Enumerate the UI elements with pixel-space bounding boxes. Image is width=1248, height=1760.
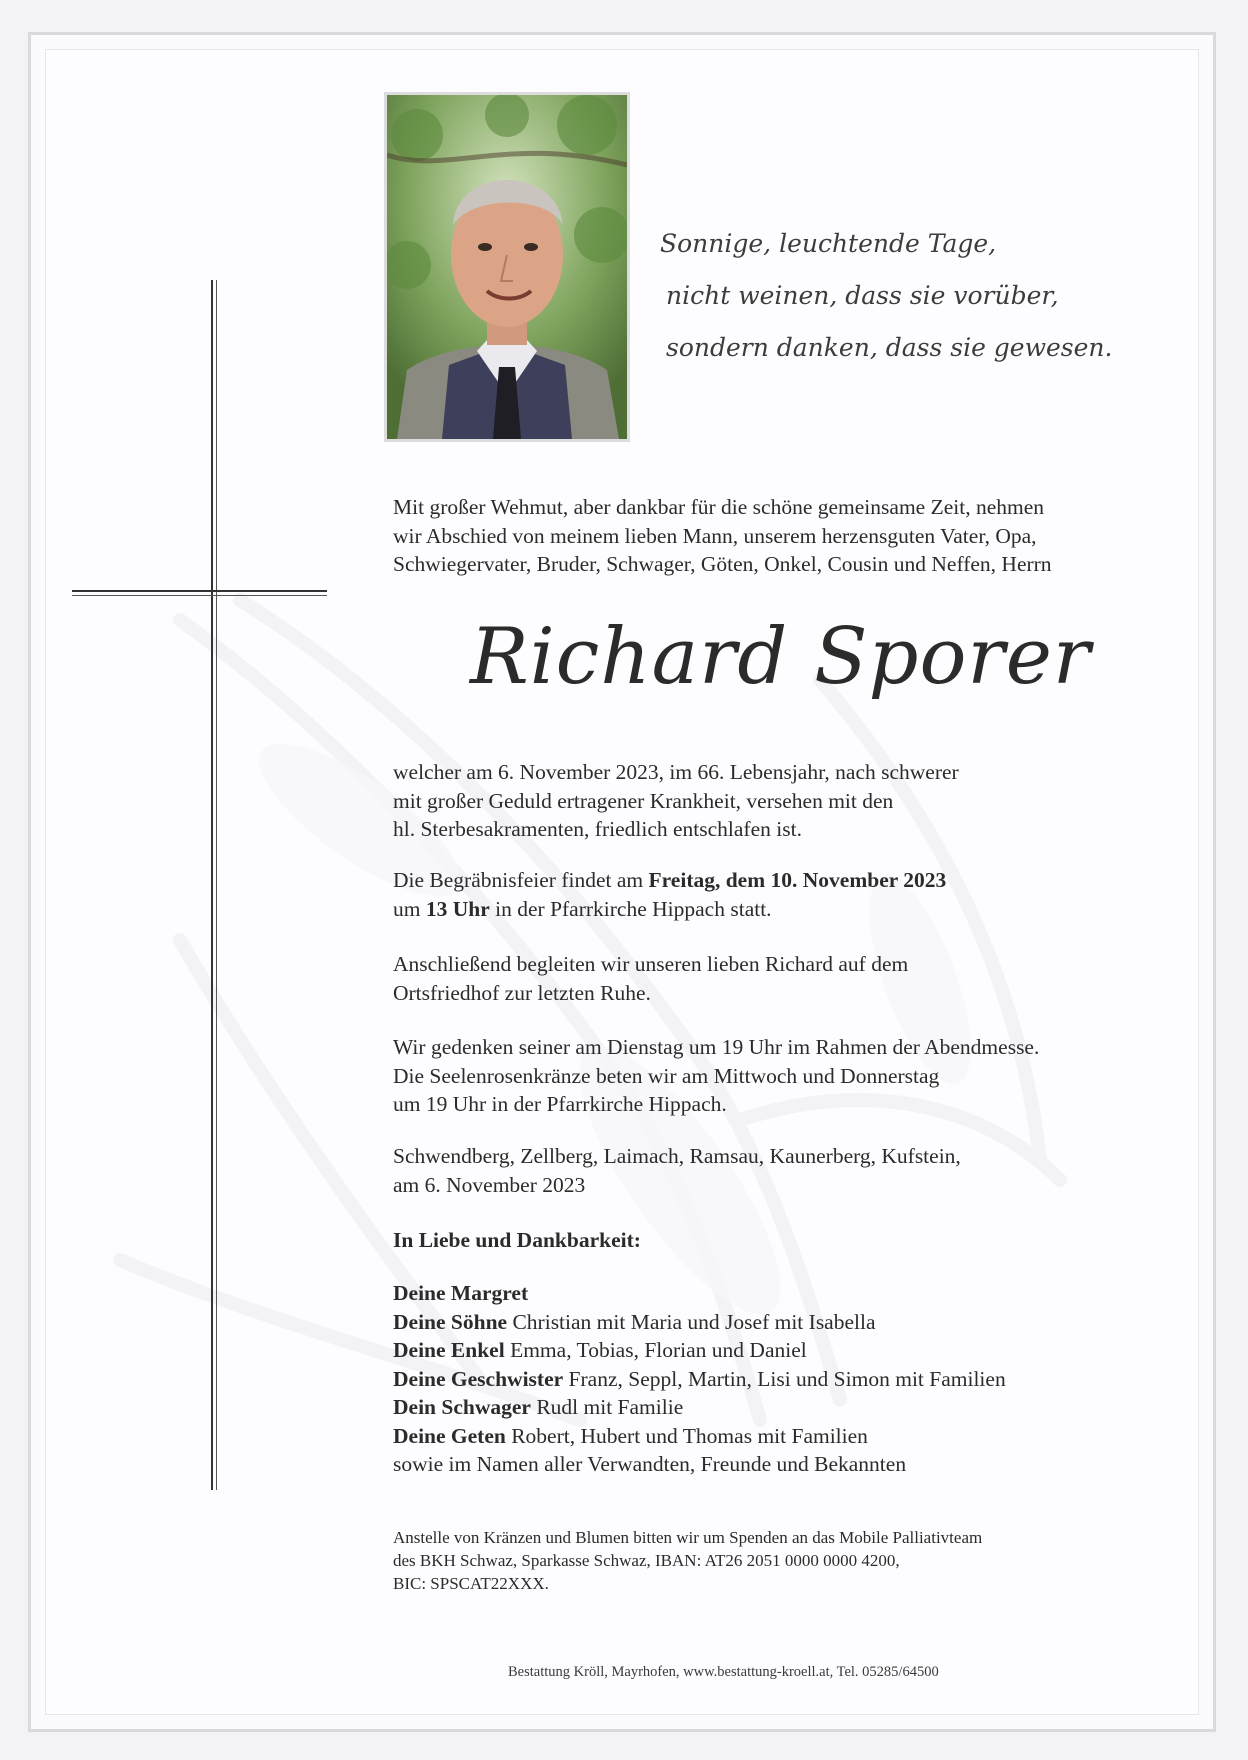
mourners-heading: In Liebe und Dankbarkeit:: [393, 1228, 641, 1252]
mourner-label: Deine Margret: [393, 1281, 529, 1305]
donation-note: [393, 1526, 1133, 1595]
remembrance-paragraph: [393, 1033, 1153, 1119]
quote-line-3: sondern danken, dass sie gewesen.: [666, 333, 1113, 362]
mourner-names: sowie im Namen aller Verwandten, Freunde und Bekannten: [393, 1452, 907, 1476]
death-line: welcher am 6. November 2023, im 66. Lebensjahr, nach schwerer: [393, 760, 959, 784]
remembrance-line: Wir gedenken seiner am Dienstag um 19 Uhr im Rahmen der Abendmesse.: [393, 1035, 1040, 1059]
mourner-label: Deine Enkel: [393, 1338, 505, 1362]
mourner-names: Emma, Tobias, Florian und Daniel: [504, 1338, 807, 1362]
mourner-line: [393, 1393, 1153, 1422]
intro-line: Mit großer Wehmut, aber dankbar für die schöne gemeinsame Zeit, nehmen: [393, 495, 1045, 519]
mourner-line: [393, 1336, 1153, 1365]
portrait-illustration: [387, 95, 627, 439]
funeral-date: Freitag, dem 10. November 2023: [648, 868, 947, 892]
intro-line: wir Abschied von meinem lieben Mann, unserem herzensguten Vater, Opa,: [393, 523, 1037, 548]
mourner-label: Deine Geschwister: [393, 1366, 564, 1391]
cross-vertical-bar-thin: [216, 280, 217, 1490]
funeral-home-footer: Bestattung Kröll, Mayrhofen, www.bestattung-kroell.at, Tel. 05285/64500: [508, 1664, 939, 1680]
mourner-label: Deine Söhne: [393, 1309, 508, 1334]
funeral-line-2: [393, 895, 1153, 924]
burial-line: Ortsfriedhof zur letzten Ruhe.: [393, 980, 651, 1005]
cross-horizontal-bar-thin: [72, 595, 327, 596]
mourner-line: [393, 1450, 1153, 1479]
mourner-names: Christian mit Maria und Josef mit Isabella: [507, 1309, 876, 1334]
memorial-quote: [660, 218, 1140, 374]
mourner-names: Franz, Seppl, Martin, Lisi und Simon mit Familien: [563, 1366, 1006, 1391]
remembrance-line: um 19 Uhr in der Pfarrkirche Hippach.: [393, 1092, 727, 1116]
mourner-line: [393, 1422, 1153, 1451]
portrait-photo: [384, 92, 630, 442]
deceased-name: Richard Sporer: [470, 612, 1092, 702]
cross-vertical-bar: [211, 280, 213, 1490]
funeral-prefix: Die Begräbnisfeier findet am: [393, 868, 649, 892]
death-line: mit großer Geduld ertragener Krankheit, versehen mit den: [393, 788, 894, 813]
mourners-list: [393, 1279, 1153, 1479]
burial-line: Anschließend begleiten wir unseren lieben Richard auf dem: [393, 952, 909, 976]
intro-line: Schwiegervater, Bruder, Schwager, Göten, Onkel, Cousin und Neffen, Herrn: [393, 552, 1052, 576]
quote-line-2: nicht weinen, dass sie vorüber,: [666, 281, 1059, 310]
mourner-names: Rudl mit Familie: [530, 1395, 684, 1419]
burial-paragraph: [393, 950, 1153, 1007]
funeral-location: in der Pfarrkirche Hippach statt.: [489, 896, 772, 921]
death-line: hl. Sterbesakramenten, friedlich entschlafen ist.: [393, 817, 802, 841]
donation-line: des BKH Schwaz, Sparkasse Schwaz, IBAN: AT26 2051 0000 0000 4200,: [393, 1551, 900, 1570]
mourner-label: Deine Geten: [393, 1423, 506, 1448]
remembrance-line: Die Seelenrosenkränze beten wir am Mittwoch und Donnerstag: [393, 1063, 940, 1088]
place-line: Schwendberg, Zellberg, Laimach, Ramsau, Kaunerberg, Kufstein,: [393, 1144, 961, 1168]
mourner-line: [393, 1279, 1153, 1308]
cross-horizontal-bar: [72, 590, 327, 592]
mourner-line: [393, 1308, 1153, 1337]
mourner-line: [393, 1365, 1153, 1394]
place-date-paragraph: [393, 1142, 1153, 1199]
death-paragraph: [393, 758, 1153, 844]
quote-line-1: Sonnige, leuchtende Tage,: [660, 229, 997, 258]
funeral-paragraph: [393, 866, 1153, 923]
mourner-label: Dein Schwager: [393, 1395, 531, 1419]
donation-line: BIC: SPSCAT22XXX.: [393, 1574, 549, 1593]
funeral-time: 13 Uhr: [425, 896, 490, 921]
funeral-time-prefix: um: [393, 896, 426, 921]
intro-paragraph: [393, 493, 1153, 579]
date-line: am 6. November 2023: [393, 1172, 586, 1197]
funeral-line-1: [393, 866, 1153, 895]
donation-line: Anstelle von Kränzen und Blumen bitten wir um Spenden an das Mobile Palliativteam: [393, 1528, 983, 1547]
mourner-names: Robert, Hubert und Thomas mit Familien: [505, 1423, 868, 1448]
